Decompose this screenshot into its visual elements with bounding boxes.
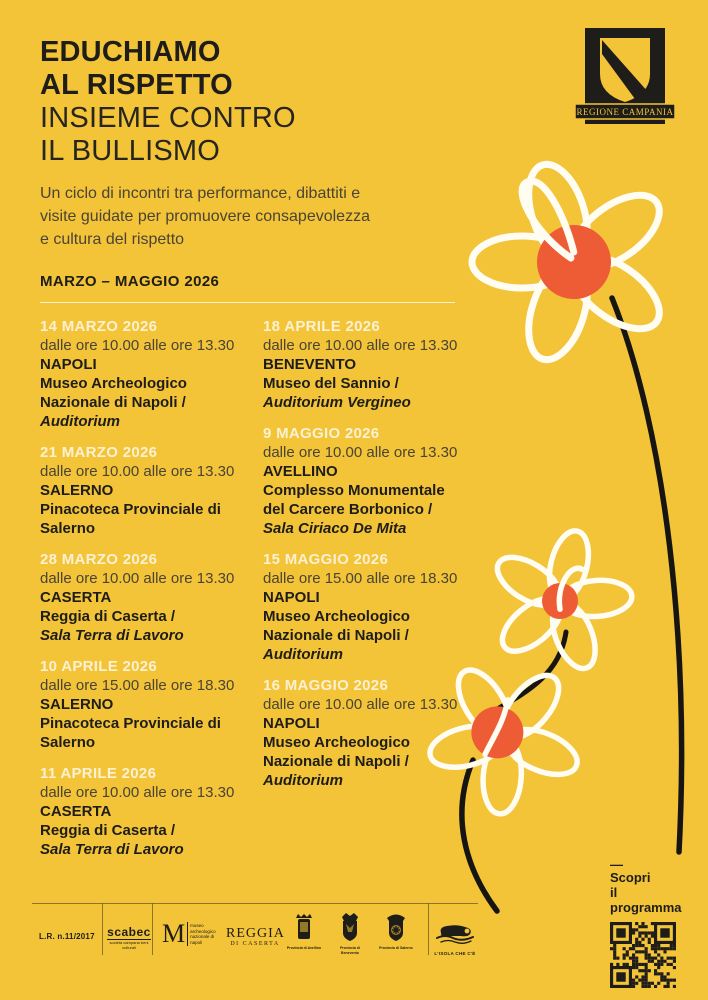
date-range: MARZO – MAGGIO 2026 [40, 273, 220, 290]
event-time: dalle ore 10.00 alle ore 13.30 [40, 784, 235, 801]
event-item [40, 657, 263, 752]
event-city: NAPOLI [263, 715, 320, 732]
event-schedule [40, 317, 470, 871]
event-city: CASERTA [40, 803, 112, 820]
scabec-wordmark: scabec [107, 925, 151, 939]
event-date: 9 MAGGIO 2026 [263, 425, 380, 442]
event-city: NAPOLI [263, 589, 320, 606]
event-city: NAPOLI [40, 356, 97, 373]
event-venue: Museo Archeologico Nazionale di Napoli / [40, 375, 187, 411]
mann-subtitle: museo archeologico nazionale di napoli [190, 923, 216, 945]
header-divider [40, 302, 455, 303]
footer-divider [32, 903, 478, 904]
mann-museum-logo [162, 921, 224, 947]
event-room: Sala Terra di Lavoro [40, 841, 184, 858]
provincia-avellino-crest [286, 913, 322, 951]
event-date: 18 APRILE 2026 [263, 318, 381, 335]
event-date: 11 APRILE 2026 [40, 765, 157, 782]
event-time: dalle ore 15.00 alle ore 18.30 [40, 677, 235, 694]
event-time: dalle ore 15.00 alle ore 18.30 [263, 570, 458, 587]
regione-campania-logo [573, 28, 677, 124]
reggia-wordmark: REGGIA [226, 926, 285, 941]
flower-stem [494, 632, 566, 711]
footer-divider-tick [152, 903, 153, 955]
event-date: 28 MARZO 2026 [40, 551, 158, 568]
event-item [40, 443, 263, 538]
event-item [40, 550, 263, 645]
wave-island-icon [435, 923, 475, 945]
reggia-subtitle: DI CASERTA [230, 941, 280, 947]
crest-label: Provincia di Salerno [379, 946, 413, 950]
event-time: dalle ore 10.00 alle ore 13.30 [40, 570, 235, 587]
event-date: 16 MAGGIO 2026 [263, 677, 389, 694]
event-item [40, 317, 263, 431]
event-room: Sala Ciriaco De Mita [263, 520, 407, 537]
event-city: BENEVENTO [263, 356, 357, 373]
crest-label: Provincia di Benevento [340, 946, 360, 955]
footer [32, 903, 478, 965]
mann-m-icon: M [162, 919, 186, 948]
province-crest-icon [293, 913, 315, 945]
province-crest-icon [338, 913, 362, 945]
title-line-4: IL BULLISMO [40, 135, 221, 167]
crest-label: Provincia di Avellino [286, 946, 322, 950]
event-venue: Museo Archeologico Nazionale di Napoli / [263, 608, 410, 644]
event-room: Auditorium [40, 413, 120, 430]
reggia-caserta-logo [226, 927, 284, 948]
event-room: Auditorium [263, 772, 343, 789]
provincia-salerno-crest [378, 913, 414, 951]
title-line-1: EDUCHIAMO [40, 36, 221, 68]
regione-campania-label: REGIONE CAMPANIA [576, 107, 674, 117]
event-venue: Complesso Monumentale del Carcere Borbonico / [263, 482, 445, 518]
event-city: AVELLINO [263, 463, 338, 480]
flower-center [462, 697, 534, 769]
flower-middle [472, 513, 650, 685]
event-room: Auditorium Vergineo [263, 394, 411, 411]
tagline: Un ciclo di incontri tra performance, dibattiti e visite guidate per promuovere consapevolezza e cultura del rispetto [40, 185, 370, 248]
event-time: dalle ore 10.00 alle ore 13.30 [263, 337, 458, 354]
event-date: 15 MAGGIO 2026 [263, 551, 389, 568]
event-venue: Reggia di Caserta / [40, 608, 176, 625]
event-time: dalle ore 10.00 alle ore 13.30 [263, 696, 458, 713]
legal-reference: L.R. n.11/2017 [39, 932, 95, 941]
provincia-benevento-crest [332, 913, 368, 956]
qr-block [610, 857, 690, 988]
title-line-2: AL RISPETTO [40, 69, 233, 101]
event-item [40, 764, 263, 859]
isola-che-ce-logo [432, 923, 478, 956]
scabec-subtitle: società campana beni culturali [109, 940, 149, 950]
mann-divider [187, 922, 188, 946]
event-item [263, 676, 470, 790]
flower-center [538, 579, 582, 623]
event-date: 10 APRILE 2026 [40, 658, 158, 675]
event-date: 21 MARZO 2026 [40, 444, 158, 461]
qr-dash: — [610, 857, 623, 872]
event-time: dalle ore 10.00 alle ore 13.30 [263, 444, 458, 461]
event-city: SALERNO [40, 696, 114, 713]
scabec-logo [107, 926, 151, 950]
province-crest-icon [384, 913, 408, 945]
regione-campania-crest-icon [573, 28, 677, 124]
qr-label-line2: il programma [610, 885, 682, 915]
event-city: CASERTA [40, 589, 112, 606]
flower-center [527, 215, 620, 308]
event-item [263, 550, 470, 664]
flower-top [443, 133, 705, 388]
event-item [263, 317, 470, 412]
events-column-left [40, 317, 263, 871]
title-line-3: INSIEME CONTRO [40, 102, 296, 134]
footer-divider-tick [102, 903, 103, 955]
qr-code [610, 922, 676, 988]
event-item [263, 424, 470, 538]
event-venue: Museo Archeologico Nazionale di Napoli / [263, 734, 410, 770]
event-venue: Museo del Sannio / [263, 375, 399, 392]
event-city: SALERNO [40, 482, 114, 499]
event-venue: Pinacoteca Provinciale di Salerno [40, 501, 221, 537]
events-column-right [263, 317, 470, 871]
poster-header [40, 36, 440, 290]
event-date: 14 MARZO 2026 [40, 318, 158, 335]
flower-stem [612, 298, 682, 852]
event-venue: Reggia di Caserta / [40, 822, 176, 839]
footer-divider-tick [428, 903, 429, 955]
event-time: dalle ore 10.00 alle ore 13.30 [40, 337, 235, 354]
isola-label: L'ISOLA CHE C'È [434, 951, 476, 956]
event-time: dalle ore 10.00 alle ore 13.30 [40, 463, 235, 480]
qr-label-line1: Scopri [610, 870, 651, 885]
event-room: Auditorium [263, 646, 343, 663]
event-venue: Pinacoteca Provinciale di Salerno [40, 715, 221, 751]
event-room: Sala Terra di Lavoro [40, 627, 184, 644]
